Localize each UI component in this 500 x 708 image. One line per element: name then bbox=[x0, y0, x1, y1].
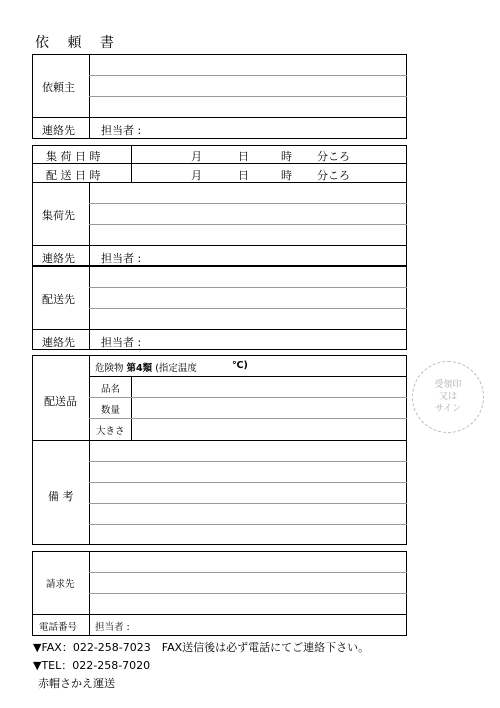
receipt-stamp-area[interactable] bbox=[412, 361, 484, 433]
hazard-prefix: 危険物 bbox=[95, 363, 124, 374]
client-person-label: 担当者 : bbox=[101, 124, 142, 137]
client-label: 依頼主 bbox=[42, 81, 75, 94]
pickup-minute: 分ころ bbox=[317, 150, 350, 163]
goods-row-name: 品名 bbox=[101, 384, 121, 395]
delivery-minute: 分ころ bbox=[317, 169, 350, 182]
client-contact-label: 連絡先 bbox=[42, 124, 75, 137]
hazard-class: 第4類 bbox=[126, 363, 153, 374]
notes-label: 備 考 bbox=[48, 490, 74, 503]
delivery-contact-label: 連絡先 bbox=[42, 336, 75, 349]
delivery-place-label: 配送先 bbox=[42, 293, 75, 306]
pickup-contact-label: 連絡先 bbox=[42, 252, 75, 265]
footer-fax: ▼FAX：022-258-7023 FAX送信後は必ず電話にてご連絡下さい。 bbox=[33, 641, 370, 654]
pickup-month: 月 bbox=[191, 150, 202, 163]
pickup-day: 日 bbox=[238, 150, 249, 163]
delivery-datetime-label: 配 送 日 時 bbox=[46, 169, 101, 182]
delivery-day: 日 bbox=[238, 169, 249, 182]
hazard-temp: (指定温度 bbox=[155, 363, 197, 374]
hazard-unit: ℃) bbox=[232, 360, 248, 371]
billing-person-label: 担当者 : bbox=[95, 622, 130, 633]
delivery-month: 月 bbox=[191, 169, 202, 182]
goods-row-quantity: 数量 bbox=[101, 405, 121, 416]
client-name-field[interactable] bbox=[91, 56, 405, 116]
billing-label: 請求先 bbox=[46, 579, 75, 590]
pickup-place-label: 集荷先 bbox=[42, 209, 75, 222]
footer-company: 赤帽さかえ運送 bbox=[38, 677, 115, 690]
footer-tel: ▼TEL：022-258-7020 bbox=[33, 659, 151, 672]
billing-phone-label: 電話番号 bbox=[39, 622, 78, 633]
goods-row-size: 大きさ bbox=[96, 426, 125, 437]
stamp-line-1: 受領印 bbox=[434, 380, 462, 390]
goods-label: 配送品 bbox=[44, 395, 77, 408]
stamp-line-2: 又は bbox=[438, 392, 457, 402]
page-title: 依 頼 書 bbox=[35, 35, 121, 51]
stamp-line-3: サイン bbox=[434, 404, 462, 414]
pickup-hour: 時 bbox=[281, 150, 292, 163]
pickup-person-label: 担当者 : bbox=[101, 252, 142, 265]
pickup-datetime-label: 集 荷 日 時 bbox=[46, 150, 101, 163]
delivery-person-label: 担当者 : bbox=[101, 336, 142, 349]
hazard-note bbox=[95, 360, 197, 374]
delivery-hour: 時 bbox=[281, 169, 292, 182]
